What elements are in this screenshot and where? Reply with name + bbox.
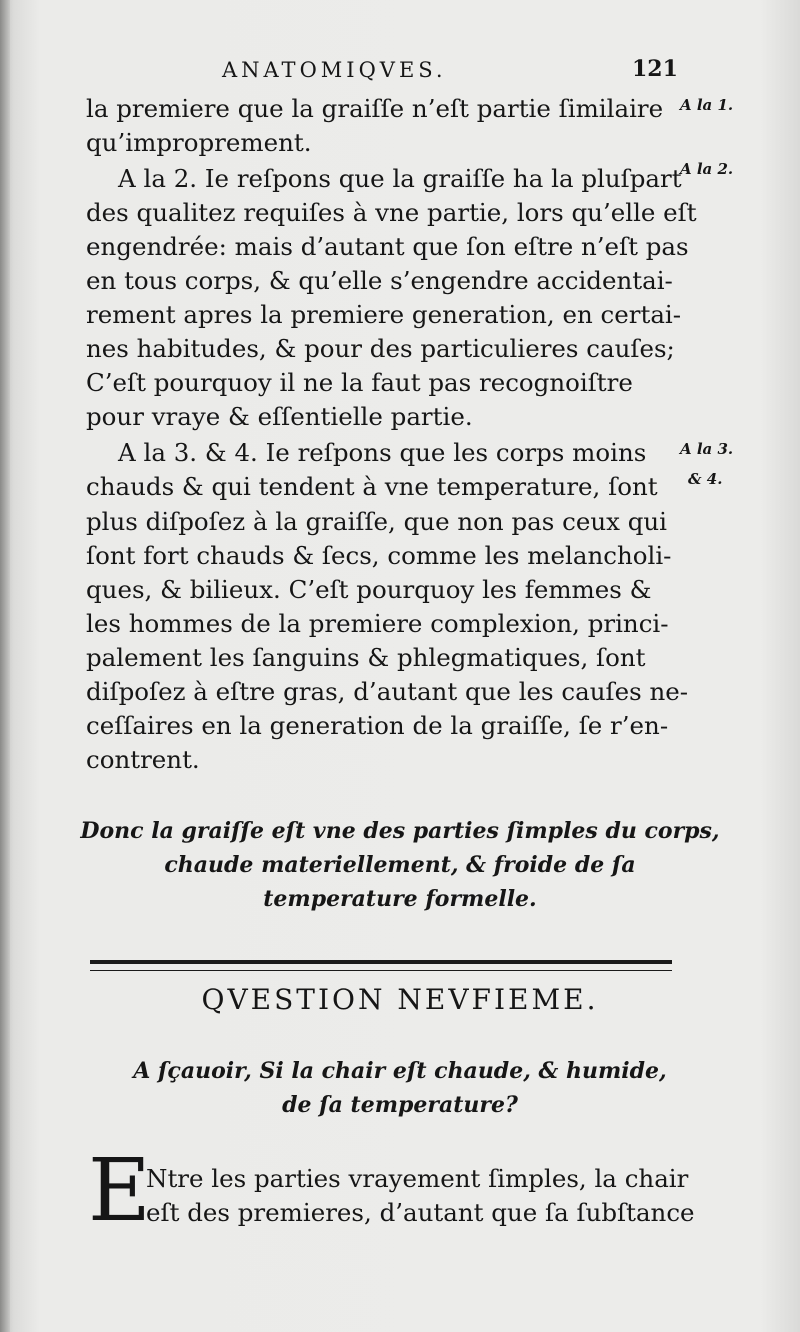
body-line: eſt des premieres, d’autant que ſa ſubſtance [146,1198,695,1227]
body-line: la premiere que la graiſſe n’eſt partie ſimilaire [86,94,664,123]
marginal-note: A la 2. [680,160,734,178]
marginal-note: A la 1. [680,96,734,114]
body-line: A la 2. Ie reſpons que la graiſſe ha la pluſpart [118,164,682,193]
marginal-note: A la 3. [680,440,734,458]
body-line: des qualitez requiſes à vne partie, lors qu’elle eſt [86,198,697,227]
body-line: les hommes de la premiere complexion, princi- [86,609,669,638]
drop-cap: E [88,1141,151,1241]
body-line: qu’improprement. [86,128,312,157]
page-number: 121 [632,56,678,82]
body-line: plus diſpoſez à la graiſſe, que non pas ceux qui [86,507,668,536]
body-line: ſont fort chauds & ſecs, comme les melancholi- [86,541,672,570]
page-spine-shadow [0,0,10,1332]
ornamental-rule [90,960,672,971]
body-line: A la 3. & 4. Ie reſpons que les corps moins [118,438,647,467]
body-line: contrent. [86,745,200,774]
marginal-note: & 4. [688,470,723,488]
body-line: engendrée: mais d’autant que ſon eſtre n’eſt pas [86,232,689,261]
running-head: ANATOMIQVES. [222,58,447,82]
body-line: en tous corps, & qu’elle s’engendre accidentai- [86,266,673,295]
subtitle-line: A ſçauoir, Si la chair eſt chaude, & humide, [133,1058,667,1084]
body-line: palement les ſanguins & phlegmatiques, ſont [86,643,646,672]
body-line: pour vraye & eſſentielle partie. [86,402,473,431]
subtitle-line: de ſa temperature? [282,1092,518,1118]
conclusion-line: chaude materiellement, & froide de ſa [164,852,636,878]
conclusion-line: Donc la graiſſe eſt vne des parties ſimples du corps, [80,818,720,844]
body-line: C’eſt pourquoy il ne la faut pas recognoiſtre [86,368,633,397]
body-line: chauds & qui tendent à vne temperature, ſont [86,472,658,501]
conclusion-line: temperature formelle. [263,886,537,912]
body-line: nes habitudes, & pour des particulieres cauſes; [86,334,675,363]
page-header [0,58,800,88]
body-line: diſpoſez à eſtre gras, d’autant que les cauſes ne- [86,677,688,706]
body-line: rement apres la premiere generation, en certai- [86,300,682,329]
body-line: ques, & bilieux. C’eſt pourquoy les femmes & [86,575,652,604]
body-line: ceſſaires en la generation de la graiſſe, ſe r’en- [86,711,669,740]
body-line: Ntre les parties vrayement ſimples, la chair [146,1164,689,1193]
question-title: QVESTION NEVFIEME. [201,983,599,1016]
